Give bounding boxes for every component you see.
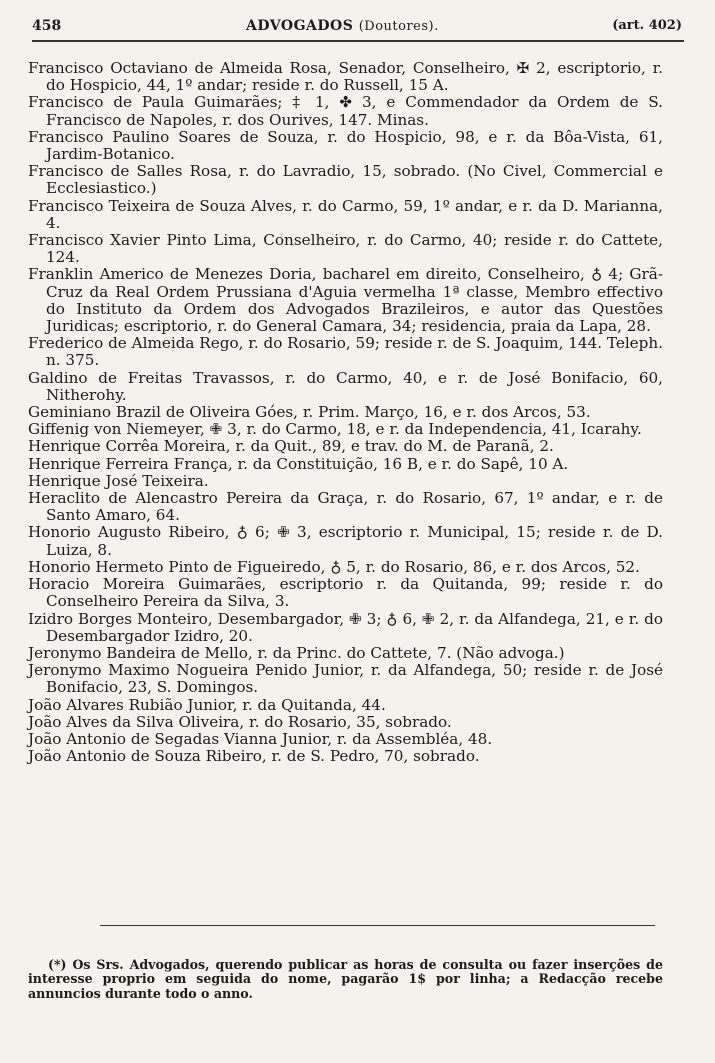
list-item: Henrique Corrêa Moreira, r. da Quit., 89, e trav. do M. de Paranã, 2.: [28, 437, 554, 456]
page-number: 458: [32, 18, 62, 34]
list-item: Geminiano Brazil de Oliveira Góes, r. Prim. Março, 16, e r. dos Arcos, 53.: [28, 403, 591, 422]
list-item: João Alves da Silva Oliveira, r. do Rosario, 35, sobrado.: [28, 712, 452, 731]
list-item: Francisco Xavier Pinto Lima, Conselheiro, r. do Carmo, 40; reside r. do Cattete, 124.: [28, 231, 663, 267]
list-item: Jeronymo Bandeira de Mello, r. da Princ. do Cattete, 7. (Não advoga.): [28, 643, 565, 662]
list-item: Francisco de Salles Rosa, r. do Lavradio, 15, sobrado. (No Civel, Commercial e Ecclesiastico.): [28, 162, 663, 198]
list-item: Henrique Ferreira França, r. da Constituição, 16 B, e r. do Sapê, 10 A.: [28, 454, 569, 473]
section-title-text: ADVOGADOS: [246, 18, 354, 34]
article-reference: (art. 402): [612, 18, 682, 33]
footnote-rule: [100, 925, 655, 926]
list-item: Horacio Moreira Guimarães, escriptorio r. da Quitanda, 99; reside r. do Conselheiro Pereira da Silva, 3.: [28, 575, 663, 611]
list-item: Honorio Hermeto Pinto de Figueiredo, ♁ 5, r. do Rosario, 86, e r. dos Arcos, 52.: [28, 557, 640, 576]
list-item: Galdino de Freitas Travassos, r. do Carmo, 40, e r. de José Bonifacio, 60, Nitherohy.: [28, 368, 663, 404]
list-item: Heraclito de Alencastro Pereira da Graça, r. do Rosario, 67, 1º andar, e r. de Santo Amaro, 64.: [28, 489, 663, 525]
list-item: Frederico de Almeida Rego, r. do Rosario, 59; reside r. de S. Joaquim, 144. Teleph. n. 375.: [28, 334, 664, 370]
list-item: João Alvares Rubião Junior, r. da Quitanda, 44.: [28, 695, 386, 714]
footnote: (*) Os Srs. Advogados, querendo publicar as horas de consulta ou fazer inserções de interesse proprio em seguida do nome, pagarão 1$ por linha; a Redacção recebe annuncios durante todo o anno.: [28, 956, 663, 1001]
list-item: Izidro Borges Monteiro, Desembargador, ✙ 3; ♁ 6, ✙ 2, r. da Alfandega, 21, e r. do Desembargador Izidro, 20.: [28, 609, 663, 645]
page-header: [32, 18, 682, 40]
lawyer-entries-list: [28, 60, 663, 765]
list-item: João Antonio de Segadas Vianna Junior, r. da Assembléa, 48.: [28, 729, 493, 748]
header-rule: [32, 40, 684, 42]
section-title: [246, 18, 439, 34]
list-item: Jeronymo Maximo Nogueira Penido Junior, r. da Alfandega, 50; reside r. de José Bonifacio, 23, S. Domingos.: [28, 661, 663, 697]
list-item: Francisco Octaviano de Almeida Rosa, Senador, Conselheiro, ✠ 2, escriptorio, r. do Hospicio, 44, 1º andar; reside r. do Russell, 15 A.: [28, 59, 663, 95]
list-item: Francisco de Paula Guimarães; ‡ 1, ✤ 3, e Commendador da Ordem de S. Francisco de Napoles, r. dos Ourives, 147. Minas.: [28, 93, 663, 129]
list-item: Henrique José Teixeira.: [28, 471, 209, 490]
list-item: Giffenig von Niemeyer, ✙ 3, r. do Carmo, 18, e r. da Independencia, 41, Icarahy.: [28, 420, 642, 439]
list-item: João Antonio de Souza Ribeiro, r. de S. Pedro, 70, sobrado.: [28, 747, 480, 766]
list-item: Honorio Augusto Ribeiro, ♁ 6; ✙ 3, escriptorio r. Municipal, 15; reside r. de D. Luiza, 8.: [28, 523, 663, 559]
list-item: Francisco Paulino Soares de Souza, r. do Hospicio, 98, e r. da Bôa-Vista, 61, Jardim-Botanico.: [28, 127, 663, 164]
section-subtitle: (Doutores).: [358, 19, 439, 34]
list-item: Franklin Americo de Menezes Doria, bacharel em direito, Conselheiro, ♁ 4; Grã-Cruz da Real Ordem Prussiana d'Aguia vermelha 1ª classe, Membro effectivo do Instituto da Ordem dos Advogados Brazileiros, e autor das Questões Juridicas; escriptorio, r. do General Camara, 34; residencia, praia da Lapa, 28.: [28, 265, 663, 336]
list-item: Francisco Teixeira de Souza Alves, r. do Carmo, 59, 1º andar, e r. da D. Marianna, 4.: [28, 196, 663, 232]
